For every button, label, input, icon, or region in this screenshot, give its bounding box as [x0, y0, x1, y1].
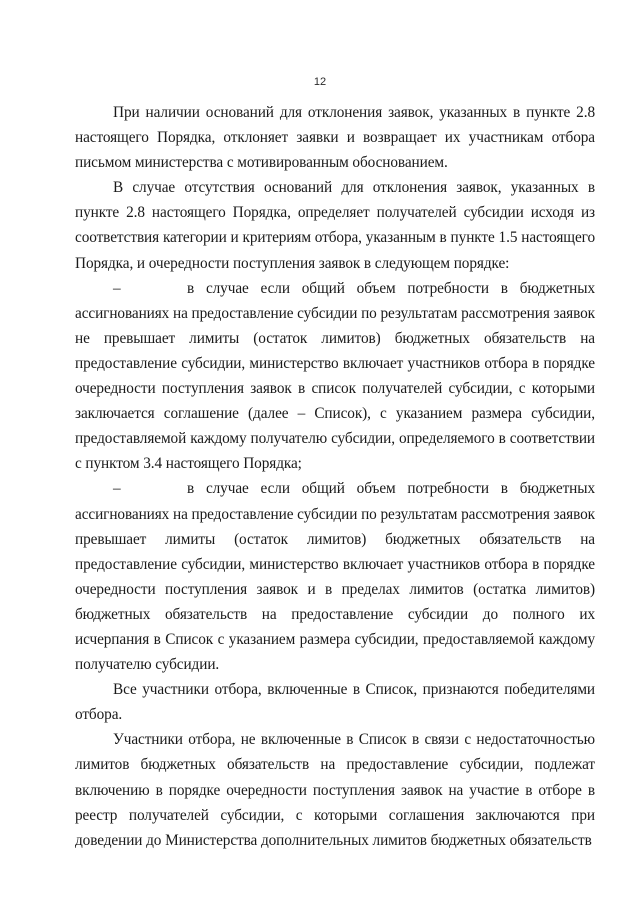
paragraph-rejection: При наличии оснований для отклонения заявок, указанных в пункте 2.8 настоящего Порядка, отклоняет заявки и возвращает их участникам отбора письмом министерства с мотивированным обоснованием. — [75, 104, 595, 172]
document-body — [75, 100, 595, 853]
list-dash: – — [113, 279, 121, 297]
page-number: 12 — [313, 76, 327, 88]
list-item-exceeds-limits — [75, 476, 595, 677]
list-dash: – — [113, 480, 121, 498]
paragraph-winners: Все участники отбора, включенные в Список, признаются победителями отбора. — [75, 681, 595, 724]
paragraph-not-included: Участники отбора, не включенные в Список в связи с недостаточностью лимитов бюджетных обязательств на предоставление субсидии, подлежат включению в порядке очередности поступления заявок на участие в отборе в реестр получателей субсидии, с которыми соглашения заключаются при доведении до Министерства дополнительных лимитов бюджетных обязательств — [75, 731, 595, 849]
list-item-within-limits — [75, 276, 595, 477]
paragraph-selection-order: В случае отсутствия оснований для отклонения заявок, указанных в пункте 2.8 настоящего Порядка, определяет получателей субсидии исходя из соответствия категории и критериям отбора, указанным в пункте 1.5 настоящего Порядка, и очередности поступления заявок в следующем порядке: — [75, 179, 595, 272]
list-item-text: в случае если общий объем потребности в бюджетных ассигнованиях на предоставление субсидии по результатам рассмотрения заявок превышает лимиты (остаток лимитов) бюджетных обязательств на предоставление субсидии, министерство включает участников отбора в порядке очередности поступления заявок и в пределах лимитов (остатка лимитов) бюджетных обязательств на предоставление субсидии до полного их исчерпания в Список с указанием размера субсидии, предоставляемой каждому получателю субсидии. — [75, 480, 595, 674]
list-item-text: в случае если общий объем потребности в бюджетных ассигнованиях на предоставление субсидии по результатам рассмотрения заявок не превышает лимиты (остаток лимитов) бюджетных обязательств на предоставление субсидии, министерство включает участников отбора в порядке очередности поступления заявок в список получателей субсидии, с которыми заключается соглашение (далее – Список), с указанием размера субсидии, предоставляемой каждому получателю субсидии, определяемого в соответствии с пунктом 3.4 настоящего Порядка; — [75, 279, 595, 473]
